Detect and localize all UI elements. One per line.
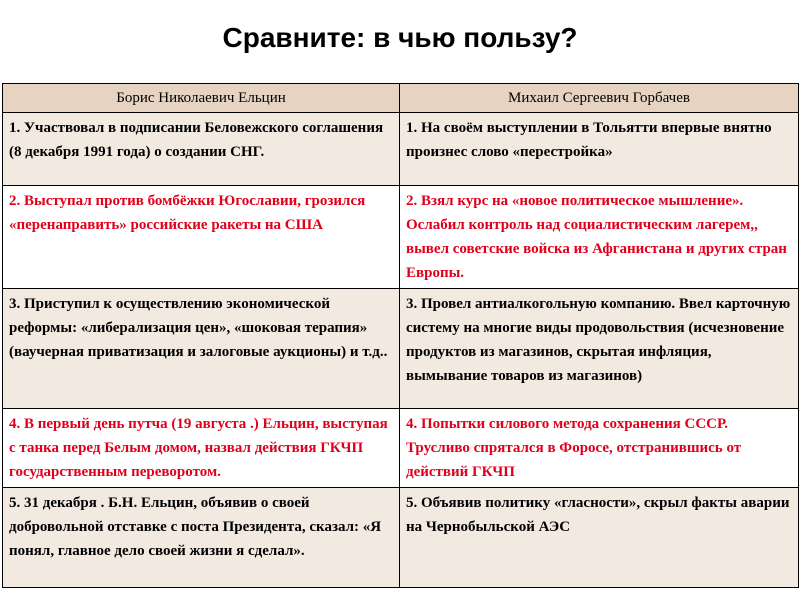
table-row (3, 488, 799, 588)
table-row (3, 113, 799, 186)
table-row (3, 409, 799, 488)
cell-yeltsin: 3. Приступил к осуществлению экономической реформы: «либерализация цен», «шоковая терапия» (ваучерная приватизация и залоговые аукционы) и т.д.. (3, 289, 400, 409)
cell-gorbachev: 4. Попытки силового метода сохранения СССР. Трусливо спрятался в Форосе, отстранившись от действий ГКЧП (400, 409, 799, 488)
cell-yeltsin: 1. Участвовал в подписании Беловежского соглашения (8 декабря 1991 года) о создании СНГ. (3, 113, 400, 186)
cell-gorbachev: 5. Объявив политику «гласности», скрыл факты аварии на Чернобыльской АЭС (400, 488, 799, 588)
page-title: Сравните: в чью пользу? (222, 22, 578, 53)
comparison-table (2, 83, 799, 588)
table-header-row (3, 84, 799, 113)
table-row (3, 289, 799, 409)
header-yeltsin: Борис Николаевич Ельцин (3, 84, 400, 113)
cell-yeltsin: 4. В первый день путча (19 августа .) Ельцин, выступая с танка перед Белым домом, назвал действия ГКЧП государственным переворотом. (3, 409, 400, 488)
cell-yeltsin: 2. Выступал против бомбёжки Югославии, грозился «перенаправить» российские ракеты на США (3, 186, 400, 289)
table-row (3, 186, 799, 289)
cell-gorbachev: 1. На своём выступлении в Тольятти впервые внятно произнес слово «перестройка» (400, 113, 799, 186)
header-gorbachev: Михаил Сергеевич Горбачев (400, 84, 799, 113)
cell-gorbachev: 2. Взял курс на «новое политическое мышление». Ослабил контроль над социалистическим лагерем,, вывел советские войска из Афганистана и других стран Европы. (400, 186, 799, 289)
cell-gorbachev: 3. Провел антиалкогольную компанию. Ввел карточную систему на многие виды продовольствия (исчезновение продуктов из магазинов, скрытая инфляция, вымывание товаров из магазинов) (400, 289, 799, 409)
cell-yeltsin: 5. 31 декабря . Б.Н. Ельцин, объявив о своей добровольной отставке с поста Президента, сказал: «Я понял, главное дело своей жизни я сделал». (3, 488, 400, 588)
